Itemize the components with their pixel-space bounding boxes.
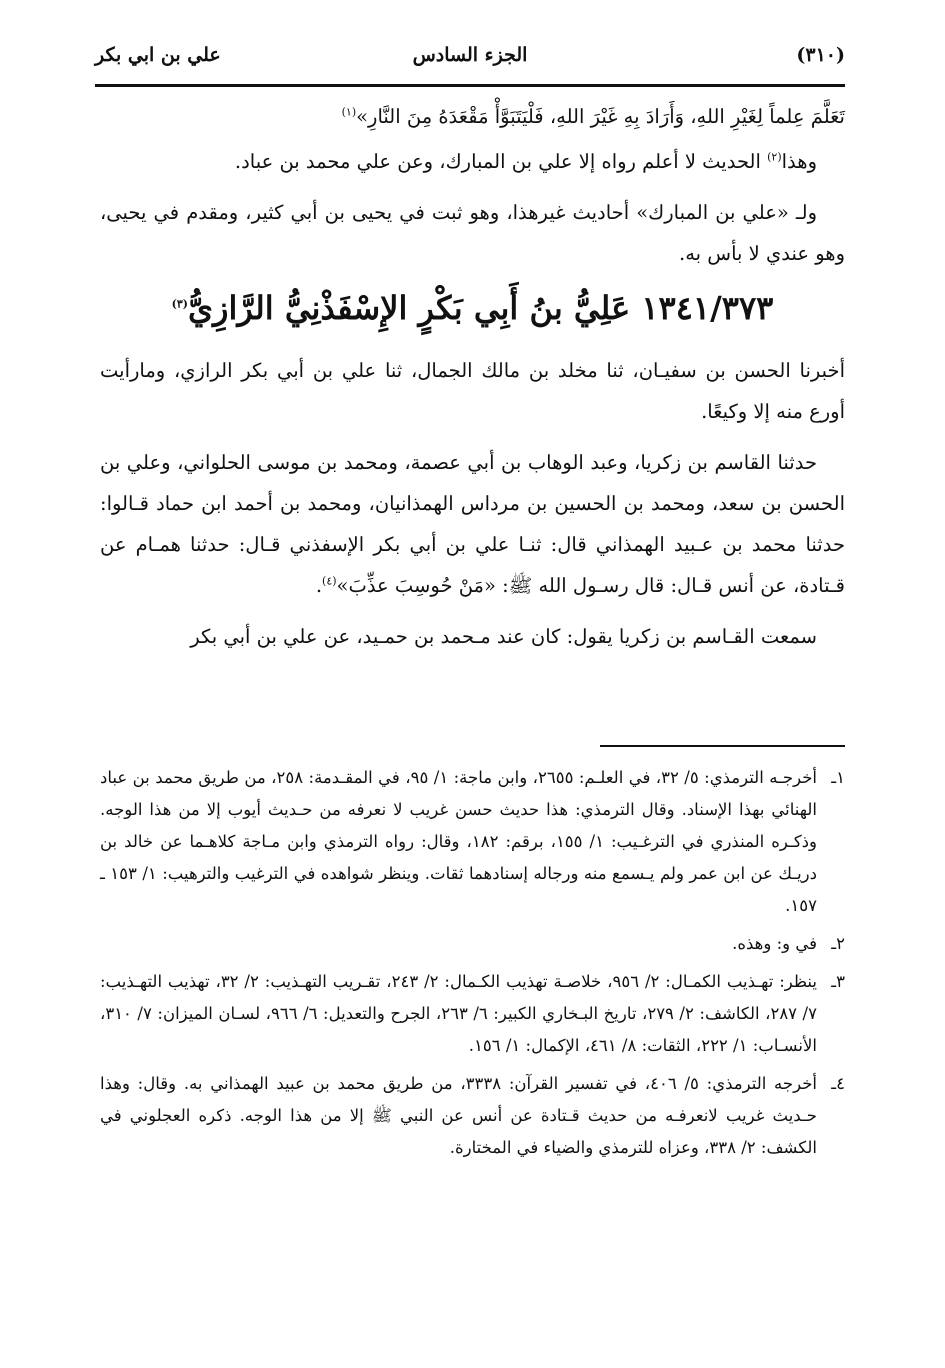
footnote-2 [100,928,845,960]
footnote-1-number: ١ـ [831,768,845,787]
footnote-3-text: ينظر: تهـذيب الكمـال: ٢/ ٩٥٦، خلاصـة تهذيب الكـمال: ٢/ ٢٤٣، تقـريب التهـذيب: ٢/ ٣٢، تهذيب التهـذيب: ٧/ ٢٨٧، الكاشف: ٢/ ٢٧٩، تاريخ البـخاري الكبير: ٦/ ٢٦٣، الجرح والتعديل: ٦/ ٩٦٦، لسـان الميزان: ٧/ ٣١٠، الأنسـاب: ١/ ٢٢٢، الثقات: ٨/ ٤٦١، الإكمال: ١/ ١٥٦. [100,972,817,1055]
entry-running-title: علي بن ابي بكر [95,44,221,66]
paragraph-5-end: . [315,574,323,597]
paragraph-6: سمعت القـاسم بن زكريا يقول: كان عند مـحمد بن حمـيد، عن علي بن أبي بكر [190,625,817,648]
paragraph-2 [100,141,845,182]
paragraph-5 [100,442,845,606]
paragraph-4: أخبرنا الحسن بن سفيـان، ثنا مخلد بن مالك الجمال، ثنا علي بن أبي بكر الرازي، ومارأيت أورع منه إلا وكيعًا. [100,359,845,423]
footnote-ref-2: (٢) [767,150,782,164]
footnotes [100,762,845,1170]
hadith-text [100,96,845,137]
page-number: (٣١٠) [796,44,845,66]
footnote-1-text: أخرجـه الترمذي: ٥/ ٣٢، في العلـم: ٢٦٥٥، وابن ماجة: ١/ ٩٥، في المقـدمة: ٢٥٨، من طريق محمد بن عباد الهنائي بهذا الإسناد. وقال الترمذي: هذا حديث حسن غريب لا نعرفه من حـديث أيوب إلا من هذا الوجه. وذكـره المنذري في الترغـيب: ١/ ١٥٥، برقم: ١٨٢، وقال: رواه الترمذي وابن مـاجة كلاهـما عن خالد بن دريـك عن ابن عمر ولم يـسمع منه ورجاله إسنادهما ثقات. وينظر شواهده في الترغيب والترهيب: ١/ ١٥٣ ـ ١٥٧. [100,768,817,915]
footnote-separator [600,745,845,747]
footnote-3-number: ٣ـ [831,972,845,991]
paragraph-2-start: وهذا [781,150,817,173]
footnote-4-number: ٤ـ [831,1074,845,1093]
main-text [100,96,845,667]
footnote-4 [100,1068,845,1164]
footnote-4-text: أخرجه الترمذي: ٥/ ٤٠٦، في تفسير القرآن: ٣٣٣٨، من طريق محمد بن عبيد الهمذاني به. وقال: وهذا حـديث غريب لانعرفـه من حديث قـتادة عن أنس عن النبي ﷺ إلا من هذا الوجه. ذكره العجلوني في الكشف: ٢/ ٣٣٨، وعزاه للترمذي والضياء في المختارة. [100,1074,817,1157]
paragraph-3: ولـ «علي بن المبارك» أحاديث غيرهذا، وهو ثبت في يحيى بن أبي كثير، ومقدم في يحيى، وهو عندي لا بأس به. [100,201,845,265]
header-rule [95,84,845,87]
footnote-3 [100,966,845,1062]
part-title: الجزء السادس [412,44,528,66]
paragraph-2-rest: الحديث لا أعلم رواه إلا علي بن المبارك، وعن علي محمد بن عباد. [234,150,768,173]
footnote-ref-4: (٤) [322,574,337,588]
hadith-text-content: تَعَلَّمَ عِلماً لِغَيْرِ اللهِ، وَأَرَادَ بِهِ غَيْرَ اللهِ، فَلْيَتَبَوَّأْ مَقْعَدَهُ مِنَ النَّارِ» [356,105,845,128]
footnote-2-number: ٢ـ [831,934,845,953]
footnote-1 [100,762,845,922]
paragraph-5-text: حدثنا القاسم بن زكريا، وعبد الوهاب بن أبي عصمة، ومحمد بن موسى الحلواني، وعلي بن الحسن بن سعد، ومحمد بن الحسين بن مرداس الهمذانيان، ومحمد بن أحمد ابن حماد قـالوا: حدثنا محمد بن عـبيد الهمذاني قال: ثنـا علي بن أبي بكر الإسفذني قـال: حدثنا همـام عن قـتادة، عن أنس قـال: قال رسـول الله ﷺ: «مَنْ حُوسِبَ عذِّبَ» [100,451,845,597]
footnote-ref-1: (١) [341,105,357,119]
footnote-ref-3: (٣) [171,297,188,311]
entry-heading [100,284,845,332]
page-header [95,38,845,84]
entry-heading-text: ١٣٤١/٣٧٣ عَلِيُّ بنُ أَبِي بَكْرٍ الإِسْفَذْنِيُّ الرَّازِيُّ [187,289,774,327]
footnote-2-text: في و: وهذه. [732,934,817,953]
